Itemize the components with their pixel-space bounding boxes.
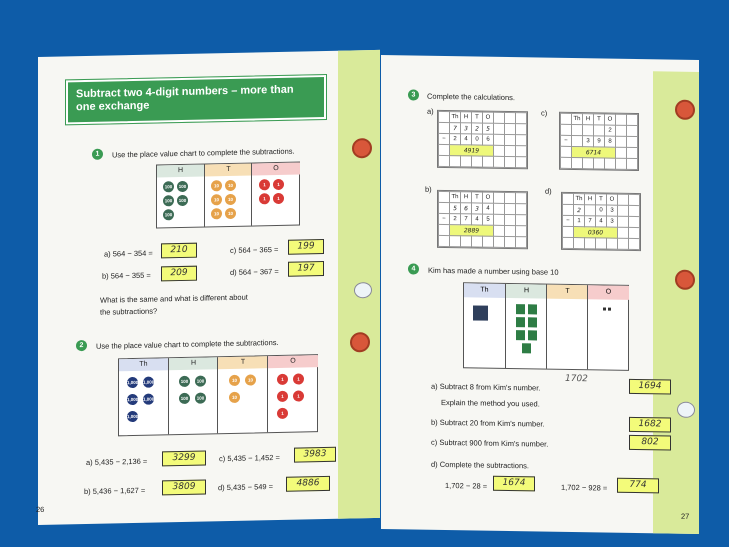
col-t: T (596, 194, 607, 205)
b10-header-h: H (505, 284, 547, 299)
col-o: O (605, 114, 616, 125)
grid-cell (505, 214, 516, 225)
thousand-cube-icon (473, 305, 488, 320)
coin-1000: 1,000 (143, 377, 154, 388)
grid-cell (439, 202, 450, 213)
grid-cell (627, 114, 638, 125)
coin-1: 1 (273, 179, 284, 190)
q2a-label: a) 5,435 − 2,136 = (86, 456, 148, 467)
grid-cell (516, 146, 527, 157)
grid-cell (572, 157, 583, 168)
q3c-grid (559, 112, 639, 171)
coin-100: 100 (163, 209, 174, 220)
one-cube-icon (603, 307, 606, 310)
grid-cell (561, 124, 572, 135)
grid-cell (563, 237, 574, 248)
digit: 4 (596, 216, 607, 227)
q2c-label: c) 5,435 − 1,452 = (219, 452, 280, 464)
grid-cell (616, 147, 627, 158)
red-tab-icon (675, 100, 695, 120)
coin-1: 1 (277, 374, 288, 385)
grid-cell (450, 156, 461, 167)
digit: 3 (583, 136, 594, 147)
grid-cell (494, 192, 505, 203)
grid-cell (618, 238, 629, 249)
grid-cell (561, 157, 572, 168)
grid-cell (439, 191, 450, 202)
grid-cell (439, 144, 450, 155)
grid-cell (629, 194, 640, 205)
grid-cell (461, 156, 472, 167)
question-4-intro: Kim has made a number using base 10 (428, 265, 559, 277)
col-t: T (594, 114, 605, 125)
q4c-label: c) Subtract 900 from Kim's number. (431, 437, 549, 449)
question-2-instruction: Use the place value chart to complete the subtractions. (96, 337, 279, 351)
q4a-answer[interactable]: 1694 (629, 379, 671, 395)
coin-100: 100 (177, 195, 188, 206)
coin-100: 100 (195, 392, 206, 403)
col-o: O (483, 112, 494, 123)
grid-cell (483, 236, 494, 247)
hundred-flat-icon (516, 317, 525, 327)
grid-cell (472, 156, 483, 167)
coin-100: 100 (179, 393, 190, 404)
grid-cell (516, 157, 527, 168)
coin-10: 10 (225, 180, 236, 191)
coin-10: 10 (225, 208, 236, 219)
red-tab-icon (675, 270, 695, 290)
q3c-label: c) (541, 108, 548, 118)
coin-1000: 1,000 (127, 394, 138, 405)
left-page-number: 26 (36, 504, 45, 515)
grid-cell (505, 134, 516, 145)
digit (594, 125, 605, 136)
grid-cell (605, 158, 616, 169)
grid-cell (516, 124, 527, 135)
coin-10: 10 (211, 208, 222, 219)
grid-cell (561, 113, 572, 124)
digit: 9 (594, 136, 605, 147)
grid-cell (629, 238, 640, 249)
q1c-label: c) 564 − 365 = (230, 244, 279, 255)
q2a-answer[interactable]: 3299 (162, 450, 206, 466)
digit: 3 (607, 216, 618, 227)
q1d-label: d) 564 − 367 = (230, 266, 279, 277)
digit: 1 (574, 216, 585, 227)
grid-cell (516, 215, 527, 226)
col-th: Th (572, 113, 583, 124)
digit: 4 (483, 203, 494, 214)
digit: 0 (472, 134, 483, 145)
grid-cell (439, 224, 450, 235)
q1d-answer[interactable]: 197 (288, 261, 324, 277)
question-1-number: 1 (92, 149, 103, 160)
col-th: Th (450, 192, 461, 203)
digit: 7 (450, 123, 461, 134)
q2-place-value-chart (118, 354, 318, 436)
col-h: H (461, 192, 472, 203)
q3d-answer[interactable]: 0360 (574, 227, 618, 239)
right-page-band (653, 71, 699, 534)
grid-cell (516, 113, 527, 124)
grid-cell (494, 203, 505, 214)
hundred-flat-icon (528, 304, 537, 314)
q4d-label: d) Complete the subtractions. (431, 459, 529, 471)
white-tab-icon (677, 402, 695, 418)
grid-cell (439, 122, 450, 133)
grid-cell (563, 204, 574, 215)
coin-1: 1 (259, 193, 270, 204)
grid-cell (629, 227, 640, 238)
grid-cell (596, 238, 607, 249)
coin-100: 100 (179, 376, 190, 387)
coin-1: 1 (277, 408, 288, 419)
q1-question-line2: the subtractions? (100, 306, 158, 317)
grid-cell (505, 236, 516, 247)
digit: 0 (596, 205, 607, 216)
q1b-answer[interactable]: 209 (161, 266, 197, 282)
q2d-label: d) 5,435 − 549 = (218, 482, 274, 493)
coin-1000: 1,000 (127, 377, 138, 388)
digit: 3 (472, 203, 483, 214)
digit (572, 135, 583, 146)
digit: 2 (574, 205, 585, 216)
q2-header-t: T (217, 356, 268, 369)
hundred-flat-icon (528, 317, 537, 327)
coin-1000: 1,000 (127, 411, 138, 422)
grid-cell (563, 193, 574, 204)
grid-cell (505, 123, 516, 134)
q3b-label: b) (425, 184, 432, 194)
grid-cell (618, 205, 629, 216)
grid-cell (439, 155, 450, 166)
grid-cell (516, 135, 527, 146)
right-page-number: 27 (681, 511, 690, 521)
coin-1: 1 (277, 391, 288, 402)
q4d1-answer[interactable]: 1674 (493, 476, 535, 492)
question-4-number: 4 (408, 263, 419, 274)
q2d-answer[interactable]: 4886 (286, 476, 330, 492)
question-1-instruction: Use the place value chart to complete the subtractions. (112, 146, 295, 160)
q3c-answer[interactable]: 6714 (572, 146, 616, 158)
q2b-label: b) 5,436 − 1,627 = (84, 485, 146, 497)
digit: 5 (450, 203, 461, 214)
col-th: Th (450, 112, 461, 123)
grid-cell (627, 125, 638, 136)
right-page (381, 55, 699, 534)
coin-100: 100 (177, 181, 188, 192)
digit: 8 (605, 136, 616, 147)
grid-cell (505, 145, 516, 156)
digit: 7 (585, 216, 596, 227)
q3b-answer[interactable]: 2889 (450, 225, 494, 237)
grid-cell (494, 236, 505, 247)
grid-cell (516, 193, 527, 204)
digit: 2 (472, 123, 483, 134)
grid-cell (583, 158, 594, 169)
q4c-answer[interactable]: 802 (629, 435, 671, 451)
minus-sign: − (439, 213, 450, 224)
grid-cell (627, 136, 638, 147)
coin-10: 10 (229, 392, 240, 403)
grid-cell (607, 238, 618, 249)
grid-cell (563, 226, 574, 237)
grid-cell (483, 156, 494, 167)
grid-cell (618, 194, 629, 205)
handwritten-note: 1702 (565, 373, 588, 385)
grid-cell (494, 134, 505, 145)
grid-cell (505, 225, 516, 236)
q2-header-h: H (168, 357, 218, 370)
grid-cell (574, 238, 585, 249)
grid-cell (627, 147, 638, 158)
digit: 6 (483, 134, 494, 145)
coin-1: 1 (259, 179, 270, 190)
coin-1: 1 (293, 390, 304, 401)
grid-cell (505, 203, 516, 214)
q4b-answer[interactable]: 1682 (629, 417, 671, 433)
grid-cell (439, 235, 450, 246)
col-h: H (461, 112, 472, 123)
grid-cell (616, 125, 627, 136)
grid-cell (629, 205, 640, 216)
grid-cell (505, 112, 516, 123)
coin-10: 10 (225, 194, 236, 205)
q2-header-th: Th (119, 358, 168, 371)
col-t: T (472, 112, 483, 123)
left-page (38, 50, 380, 525)
digit: 7 (461, 214, 472, 225)
coin-1000: 1,000 (143, 394, 154, 405)
question-3-instruction: Complete the calculations. (427, 91, 515, 103)
col-t: T (472, 192, 483, 203)
q4a-label: a) Subtract 8 from Kim's number. (431, 381, 541, 393)
coin-1: 1 (273, 193, 284, 204)
grid-cell (505, 156, 516, 167)
grid-cell (472, 236, 483, 247)
grid-cell (494, 156, 505, 167)
q1-place-value-chart (156, 162, 300, 229)
q1a-label: a) 564 − 354 = (104, 248, 153, 259)
coin-1: 1 (293, 373, 304, 384)
question-3-number: 3 (408, 89, 419, 100)
hundred-flat-icon (522, 343, 531, 353)
minus-sign: − (563, 215, 574, 226)
col-h: H (585, 194, 596, 205)
base10-chart (463, 282, 629, 371)
q1-header-t: T (204, 164, 252, 177)
q1b-label: b) 564 − 355 = (102, 270, 151, 281)
q4d2-label: 1,702 − 928 = (561, 482, 608, 493)
q4-explain: Explain the method you used. (441, 397, 540, 409)
digit: 4 (461, 134, 472, 145)
grid-cell (561, 146, 572, 157)
digit: 5 (483, 123, 494, 134)
q2b-answer[interactable]: 3809 (162, 479, 206, 495)
coin-10: 10 (211, 194, 222, 205)
q1-header-o: O (251, 163, 300, 176)
q3b-grid (437, 190, 528, 249)
hundred-flat-icon (516, 330, 525, 340)
digit (583, 125, 594, 136)
digit: 5 (483, 214, 494, 225)
grid-cell (616, 136, 627, 147)
digit: 6 (461, 203, 472, 214)
grid-cell (494, 225, 505, 236)
q3d-label: d) (545, 186, 552, 196)
col-o: O (483, 192, 494, 203)
digit: 2 (450, 214, 461, 225)
q1-question-line1: What is the same and what is different about (100, 292, 248, 305)
grid-cell (616, 114, 627, 125)
grid-cell (516, 226, 527, 237)
b10-header-th: Th (464, 283, 505, 298)
col-o: O (607, 194, 618, 205)
q4d1-label: 1,702 − 28 = (445, 481, 488, 491)
q1c-answer[interactable]: 199 (288, 239, 324, 255)
q1-header-h: H (157, 165, 204, 178)
col-h: H (583, 114, 594, 125)
q3d-grid (561, 192, 641, 251)
coin-100: 100 (163, 195, 174, 206)
grid-cell (627, 158, 638, 169)
q2-header-o: O (267, 355, 318, 368)
hundred-flat-icon (528, 330, 537, 340)
q4b-label: b) Subtract 20 from Kim's number. (431, 417, 545, 429)
q3a-answer[interactable]: 4919 (450, 145, 494, 157)
q3a-label: a) (427, 106, 434, 116)
hundred-flat-icon (516, 304, 525, 314)
b10-header-o: O (587, 285, 629, 300)
page-title: Subtract two 4-digit numbers – more than one exchange (66, 75, 326, 124)
grid-cell (616, 158, 627, 169)
grid-cell (461, 236, 472, 247)
minus-sign: − (561, 135, 572, 146)
grid-cell (629, 216, 640, 227)
digit: 2 (605, 125, 616, 136)
digit (585, 205, 596, 216)
grid-cell (618, 216, 629, 227)
grid-cell (494, 112, 505, 123)
coin-10: 10 (245, 374, 256, 385)
grid-cell (494, 214, 505, 225)
grid-cell (439, 111, 450, 122)
grid-cell (594, 158, 605, 169)
grid-cell (494, 123, 505, 134)
grid-cell (505, 192, 516, 203)
q1a-answer[interactable]: 210 (161, 243, 197, 259)
grid-cell (516, 237, 527, 248)
b10-header-t: T (546, 285, 588, 300)
q4d2-answer[interactable]: 774 (617, 478, 659, 494)
digit: 4 (472, 214, 483, 225)
grid-cell (494, 145, 505, 156)
minus-sign: − (439, 133, 450, 144)
digit: 2 (450, 134, 461, 145)
digit: 3 (607, 205, 618, 216)
coin-10: 10 (211, 180, 222, 191)
grid-cell (516, 204, 527, 215)
one-cube-icon (608, 308, 611, 311)
digit: 3 (461, 123, 472, 134)
q2c-answer[interactable]: 3983 (294, 447, 336, 463)
col-th: Th (574, 194, 585, 205)
grid-cell (618, 227, 629, 238)
coin-100: 100 (195, 375, 206, 386)
q3a-grid (437, 110, 528, 169)
digit (572, 124, 583, 135)
grid-cell (450, 236, 461, 247)
question-2-number: 2 (76, 340, 87, 351)
coin-100: 100 (163, 181, 174, 192)
coin-10: 10 (229, 375, 240, 386)
grid-cell (585, 238, 596, 249)
